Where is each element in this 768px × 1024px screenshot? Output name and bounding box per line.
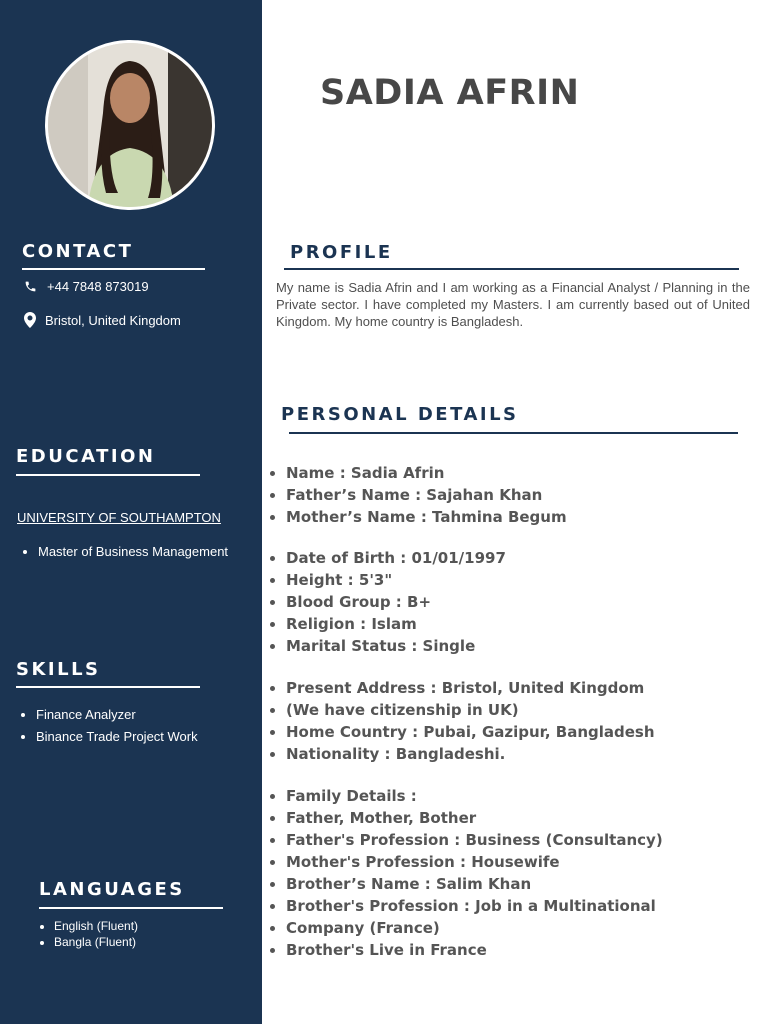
- location-pin-icon: [24, 312, 36, 328]
- details-group-family: [268, 785, 663, 961]
- detail-item: • Brother's Live in France: [286, 939, 663, 961]
- education-item: • Master of Business Management: [38, 542, 238, 561]
- detail-item: • Present Address : Bristol, United Kingdom: [286, 677, 655, 699]
- person-photo-icon: [48, 43, 212, 207]
- personal-details-divider: [289, 432, 738, 434]
- detail-item: • Brother’s Name : Salim Khan: [286, 873, 663, 895]
- detail-item: • Name : Sadia Afrin: [286, 462, 567, 484]
- university-link[interactable]: UNIVERSITY OF SOUTHAMPTON: [17, 510, 221, 525]
- detail-item: • Marital Status : Single: [286, 635, 506, 657]
- education-heading: EDUCATION: [16, 446, 156, 467]
- detail-item: • Mother’s Name : Tahmina Begum: [286, 506, 567, 528]
- location-text: Bristol, United Kingdom: [45, 312, 181, 328]
- detail-item: • Height : 5'3": [286, 569, 506, 591]
- detail-item: • Date of Birth : 01/01/1997: [286, 547, 506, 569]
- person-name: SADIA AFRIN: [320, 73, 580, 113]
- detail-item: • Father, Mother, Bother: [286, 807, 663, 829]
- detail-item: • Company (France): [286, 917, 663, 939]
- profile-summary: My name is Sadia Afrin and I am working as a Financial Analyst / Planning in the Private sector. I have completed my Masters. I am currently based out of United Kingdom. My home country is Bangladesh.: [276, 280, 750, 329]
- detail-item: • Nationality : Bangladeshi.: [286, 743, 655, 765]
- skills-divider: [16, 686, 200, 688]
- detail-item: • (We have citizenship in UK): [286, 699, 655, 721]
- profile-photo: [45, 40, 215, 210]
- skills-heading: SKILLS: [16, 659, 101, 680]
- personal-details-heading: PERSONAL DETAILS: [281, 404, 519, 425]
- contact-location: [24, 312, 181, 328]
- contact-phone[interactable]: [24, 279, 149, 294]
- details-group-address: [268, 677, 655, 765]
- profile-divider: [284, 268, 739, 270]
- details-group-bio: [268, 547, 506, 657]
- detail-item: • Brother's Profession : Job in a Multinational: [286, 895, 663, 917]
- detail-item: • Mother's Profession : Housewife: [286, 851, 663, 873]
- skills-list: [16, 705, 198, 749]
- languages-heading: LANGUAGES: [39, 879, 185, 900]
- details-group-identity: [268, 462, 567, 528]
- detail-item: • Home Country : Pubai, Gazipur, Bangladesh: [286, 721, 655, 743]
- languages-list: [34, 918, 138, 950]
- sidebar: [0, 0, 262, 1024]
- detail-item: • Family Details :: [286, 785, 663, 807]
- contact-heading: CONTACT: [22, 241, 134, 262]
- phone-number: +44 7848 873019: [47, 279, 149, 294]
- detail-item: • Father’s Name : Sajahan Khan: [286, 484, 567, 506]
- language-item: • Bangla (Fluent): [54, 934, 138, 950]
- language-item: • English (Fluent): [54, 918, 138, 934]
- skill-item: • Binance Trade Project Work: [36, 727, 198, 746]
- detail-item: • Father's Profession : Business (Consultancy): [286, 829, 663, 851]
- detail-item: • Religion : Islam: [286, 613, 506, 635]
- profile-heading: PROFILE: [290, 242, 393, 263]
- languages-divider: [39, 907, 223, 909]
- detail-item: • Blood Group : B+: [286, 591, 506, 613]
- contact-divider: [22, 268, 205, 270]
- phone-icon: [24, 280, 37, 293]
- skill-item: • Finance Analyzer: [36, 705, 198, 724]
- education-list: [18, 542, 238, 564]
- education-divider: [16, 474, 200, 476]
